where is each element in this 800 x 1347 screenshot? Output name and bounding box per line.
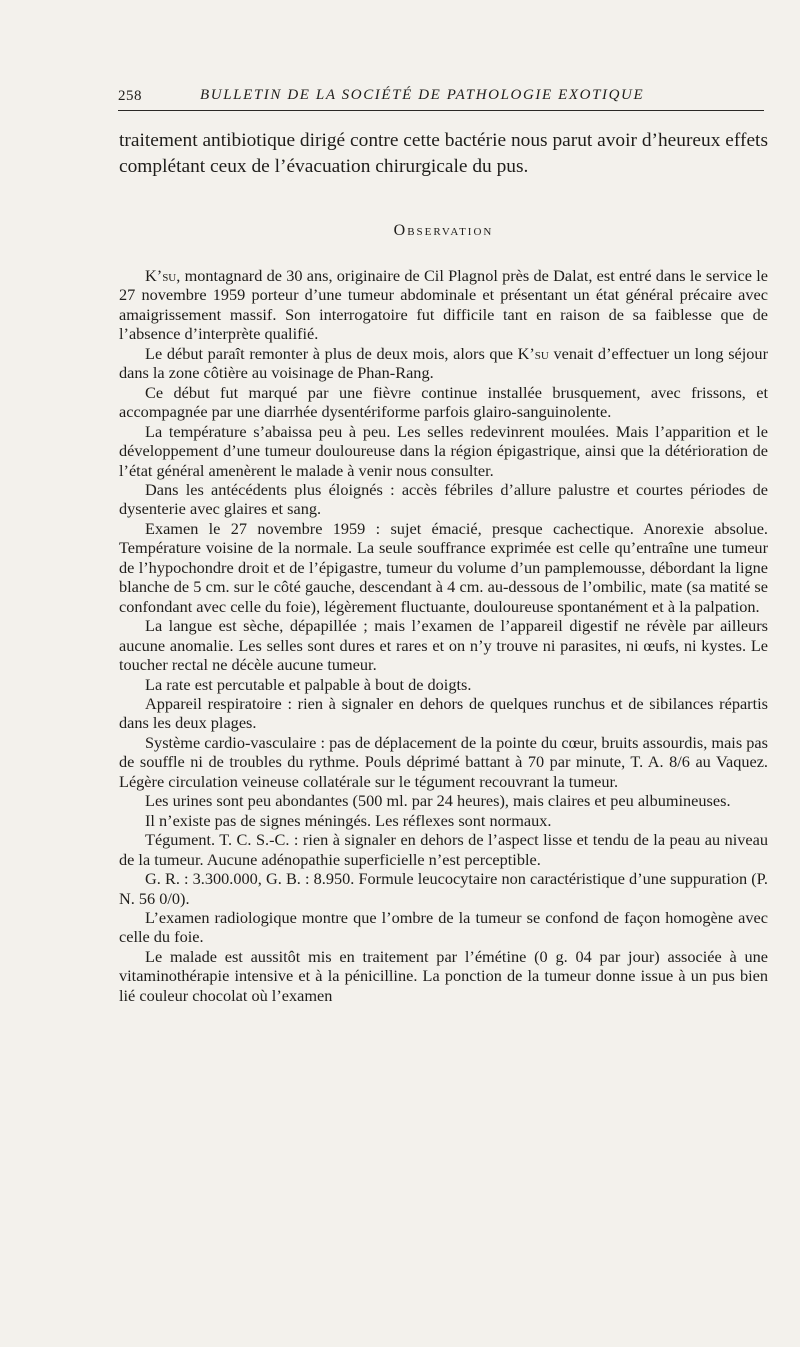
paragraph-4: La température s’abaissa peu à peu. Les selles redevinrent moulées. Mais l’apparition et le développement d’une tumeur douloureuse dans la région épigastrique, ainsi que la détérioration de l’état général amenèrent le malade à venir nous consulter. (119, 421, 768, 480)
paragraph-14: G. R. : 3.300.000, G. B. : 8.950. Formule leucocytaire non caractéristique d’une suppuration (P. N. 56 0/0). (119, 869, 768, 908)
patient-prefix-2: K’ (517, 343, 535, 363)
paragraph-2-start: Le début paraît remonter à plus de deux mois, alors que (145, 343, 518, 363)
paragraph-16: Le malade est aussitôt mis en traitement par l’émétine (0 g. 04 par jour) associée à une vitaminothérapie intensive et à la pénicilline. La ponction de la tumeur donne issue à un pus bien lié couleur chocolat où l’examen (119, 946, 768, 1005)
section-heading: Observation (393, 222, 494, 239)
paragraph-11: Les urines sont peu abondantes (500 ml. par 24 heures), mais claires et peu albumineuses. (145, 791, 731, 811)
paragraph-2 (119, 344, 768, 383)
paragraph-6: Examen le 27 novembre 1959 : sujet émacié, presque cachectique. Anorexie absolue. Température voisine de la normale. La seule souffrance exprimée est celle qu’entraîne une tumeur de l’hypochondre droit et de l’épigastre, tumeur du volume d’un pamplemousse, débordant la ligne blanche de 5 cm. sur le côté gauche, descendant à 4 cm. au-dessous de l’ombilic, mate (sa matité se confondant avec celle du foie), légèrement fluctuante, douloureuse spontanément et à la palpation. (119, 518, 768, 616)
paragraph-12: Il n’existe pas de signes méningés. Les réflexes sont normaux. (145, 810, 552, 830)
page-header (118, 86, 764, 111)
paragraph-1 (119, 266, 768, 344)
paragraph-7: La langue est sèche, dépapillée ; mais l’examen de l’appareil digestif ne révèle par ailleurs aucune anomalie. Les selles sont dures et rares et on n’y trouve ni parasites, ni œufs, ni kystes. Le toucher rectal ne décèle aucune tumeur. (119, 616, 768, 675)
observation-text (119, 266, 768, 1005)
paragraph-3: Ce début fut marqué par une fièvre continue installée brusquement, avec frissons, et accompagnée par une diarrhée dysentériforme parfois glairo-sanguinolente. (119, 382, 768, 422)
paragraph-8: La rate est percutable et palpable à bout de doigts. (145, 674, 472, 694)
paragraph-15: L’examen radiologique montre que l’ombre de la tumeur se confond de façon homogène avec celle du foie. (119, 907, 768, 947)
paragraph-9: Appareil respiratoire : rien à signaler en dehors de quelques runchus et de sibilances répartis dans les deux plages. (119, 693, 768, 733)
lead-paragraph: traitement antibiotique dirigé contre cette bactérie nous parut avoir d’heureux effets complétant ceux de l’évacuation chirurgicale du pus. (119, 130, 768, 177)
patient-name: su (162, 266, 177, 285)
page-number: 258 (118, 88, 142, 104)
patient-prefix: K’ (145, 266, 163, 285)
paragraph-5: Dans les antécédents plus éloignés : accès fébriles d’allure palustre et courtes périodes de dysenterie avec glaires et sang. (119, 479, 768, 519)
paragraph-1-text: montagnard de 30 ans, originaire de Cil Plagnol près de Dalat, est entré dans le service le 27 novembre 1959 porteur d’une tumeur abdominale et présentant un état général précaire avec amaigrissement massif. Son interrogatoire fut difficile tant en raison de sa faiblesse que de l’absence d’interprète qualifié. (119, 266, 769, 344)
paragraph-2-tail: venait d’effectuer un long séjour dans la zone côtière au voisinage de Phan-Rang. (119, 343, 768, 383)
paragraph-13: Tégument. T. C. S.-C. : rien à signaler en dehors de l’aspect lisse et tendu de la peau au niveau de la tumeur. Aucune adénopathie superficielle n’est perceptible. (119, 830, 768, 869)
patient-name-2: su (534, 343, 549, 363)
paragraph-10: Système cardio-vasculaire : pas de déplacement de la pointe du cœur, bruits assourdis, mais pas de souffle ni de troubles du rythme. Pouls déprimé battant à 70 par minute, T. A. 8/6 au Vaquez. Légère circulation veineuse collatérale sur le tégument recouvrant la tumeur. (119, 732, 768, 791)
running-title: BULLETIN DE LA SOCIÉTÉ DE PATHOLOGIE EXOTIQUE (200, 87, 645, 103)
patient-after-name: , (176, 266, 181, 285)
